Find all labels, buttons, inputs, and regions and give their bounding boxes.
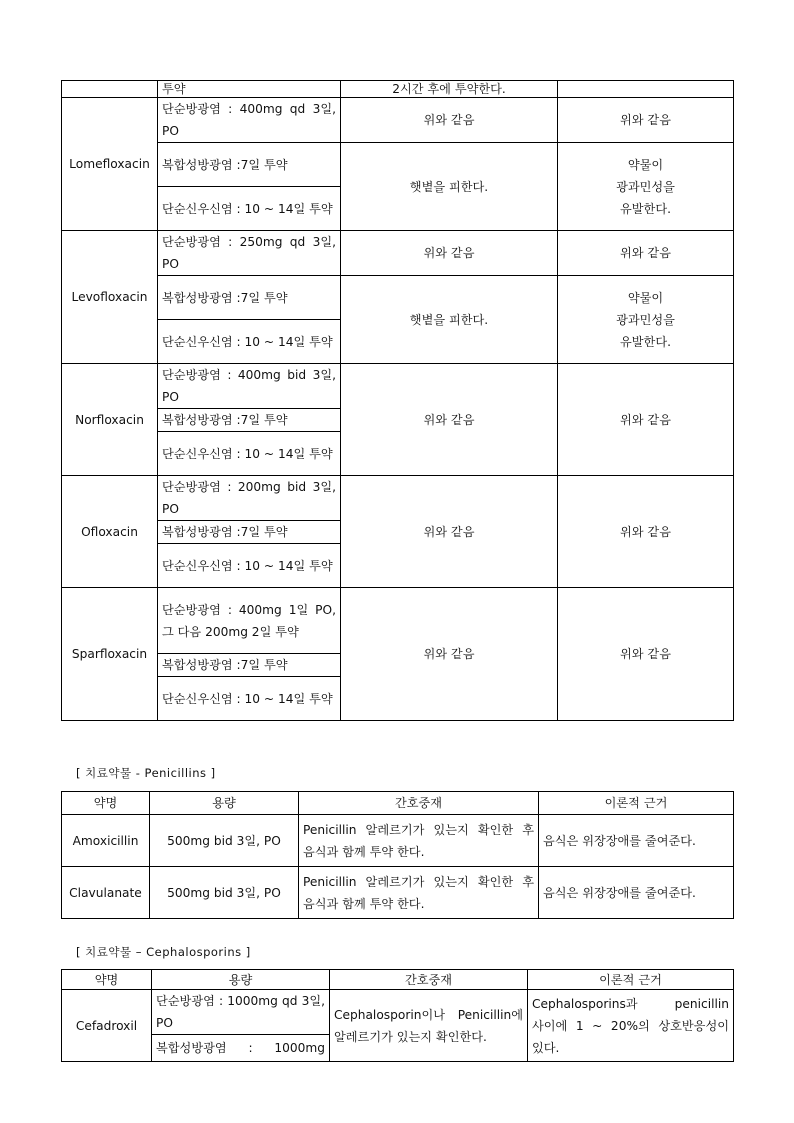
drug-name-cell bbox=[62, 81, 158, 98]
table-row bbox=[62, 867, 734, 919]
dose-cell: 단순신우신염 : 10 ~ 14일 투약 bbox=[158, 432, 341, 476]
section-caption-cephalosporins: [ 치료약물 – Cephalosporins ] bbox=[76, 945, 251, 959]
dose-cell: 500mg bid 3일, PO bbox=[150, 815, 299, 867]
rationale-cell: 위와 같음 bbox=[558, 98, 734, 143]
rationale-cell: 약물이 광과민성을 유발한다. bbox=[558, 276, 734, 364]
drug-name-cell: Ofloxacin bbox=[62, 476, 158, 588]
table-row bbox=[62, 98, 734, 143]
table-header-row bbox=[62, 792, 734, 815]
table-row bbox=[62, 143, 734, 187]
dose-cell: 복합성방광염 :7일 투약 bbox=[158, 143, 341, 187]
rationale-cell: 위와 같음 bbox=[558, 476, 734, 588]
column-header: 약명 bbox=[62, 792, 150, 815]
penicillins-table bbox=[61, 791, 734, 919]
nursing-cell: 위와 같음 bbox=[341, 588, 558, 721]
section-caption-penicillins: [ 치료약물 - Penicillins ] bbox=[76, 766, 216, 780]
dose-cell: 투약 bbox=[158, 81, 341, 98]
column-header: 용량 bbox=[150, 792, 299, 815]
column-header: 용량 bbox=[152, 970, 330, 990]
drug-name-cell: Lomefloxacin bbox=[62, 98, 158, 231]
nursing-cell: 위와 같음 bbox=[341, 364, 558, 476]
nursing-cell: Penicillin 알레르기가 있는지 확인한 후 음식과 함께 투약 한다. bbox=[299, 867, 539, 919]
rationale-cell: 음식은 위장장애를 줄여준다. bbox=[539, 815, 734, 867]
rationale-cell: 약물이 광과민성을 유발한다. bbox=[558, 143, 734, 231]
dose-cell: 단순신우신염 : 10 ~ 14일 투약 bbox=[158, 187, 341, 231]
dose-cell: 단순방광염 : 250mg qd 3일, PO bbox=[158, 231, 341, 276]
drug-name-cell: Levofloxacin bbox=[62, 231, 158, 364]
table-row bbox=[62, 364, 734, 409]
nursing-cell: 위와 같음 bbox=[341, 231, 558, 276]
dose-cell: 단순방광염 : 1000mg qd 3일, PO bbox=[152, 990, 330, 1035]
dose-cell: 단순신우신염 : 10 ~ 14일 투약 bbox=[158, 544, 341, 588]
nursing-cell: Penicillin 알레르기가 있는지 확인한 후 음식과 함께 투약 한다. bbox=[299, 815, 539, 867]
dose-cell: 단순방광염 : 400mg qd 3일, PO bbox=[158, 98, 341, 143]
table-row bbox=[62, 231, 734, 276]
table-row bbox=[62, 476, 734, 521]
table-row bbox=[62, 81, 734, 98]
column-header: 간호중재 bbox=[299, 792, 539, 815]
rationale-cell: 위와 같음 bbox=[558, 231, 734, 276]
rationale-cell: 위와 같음 bbox=[558, 364, 734, 476]
drug-name-cell: Norfloxacin bbox=[62, 364, 158, 476]
nursing-cell: 햇볕을 피한다. bbox=[341, 276, 558, 364]
column-header: 이론적 근거 bbox=[539, 792, 734, 815]
nursing-cell: Cephalosporin이나 Penicillin에 알레르기가 있는지 확인한다. bbox=[330, 990, 528, 1062]
rationale-cell: Cephalosporins과 penicillin 사이에 1 ~ 20%의 상호반응성이 있다. bbox=[528, 990, 734, 1062]
drug-name-cell: Clavulanate bbox=[62, 867, 150, 919]
dose-cell: 복합성방광염 :7일 투약 bbox=[158, 654, 341, 677]
table-row bbox=[62, 815, 734, 867]
column-header: 약명 bbox=[62, 970, 152, 990]
dose-cell: 복합성방광염 : 1000mg bbox=[152, 1035, 330, 1062]
drug-name-cell: Cefadroxil bbox=[62, 990, 152, 1062]
nursing-cell: 위와 같음 bbox=[341, 476, 558, 588]
dose-cell: 복합성방광염 :7일 투약 bbox=[158, 276, 341, 320]
dose-cell: 복합성방광염 :7일 투약 bbox=[158, 521, 341, 544]
dose-cell: 단순신우신염 : 10 ~ 14일 투약 bbox=[158, 320, 341, 364]
nursing-cell: 햇볕을 피한다. bbox=[341, 143, 558, 231]
rationale-cell: 위와 같음 bbox=[558, 588, 734, 721]
rationale-cell: 음식은 위장장애를 줄여준다. bbox=[539, 867, 734, 919]
quinolone-table bbox=[61, 80, 734, 721]
nursing-cell: 위와 같음 bbox=[341, 98, 558, 143]
dose-cell: 단순방광염 : 400mg bid 3일, PO bbox=[158, 364, 341, 409]
nursing-cell: 2시간 후에 투약한다. bbox=[341, 81, 558, 98]
dose-cell: 복합성방광염 :7일 투약 bbox=[158, 409, 341, 432]
dose-cell: 단순방광염 : 200mg bid 3일, PO bbox=[158, 476, 341, 521]
table-header-row bbox=[62, 970, 734, 990]
table-row bbox=[62, 990, 734, 1035]
table-row bbox=[62, 588, 734, 654]
column-header: 이론적 근거 bbox=[528, 970, 734, 990]
drug-name-cell: Amoxicillin bbox=[62, 815, 150, 867]
dose-cell: 500mg bid 3일, PO bbox=[150, 867, 299, 919]
column-header: 간호중재 bbox=[330, 970, 528, 990]
rationale-cell bbox=[558, 81, 734, 98]
dose-cell: 단순신우신염 : 10 ~ 14일 투약 bbox=[158, 677, 341, 721]
dose-cell: 단순방광염 : 400mg 1일 PO, 그 다음 200mg 2일 투약 bbox=[158, 588, 341, 654]
drug-name-cell: Sparfloxacin bbox=[62, 588, 158, 721]
table-row bbox=[62, 276, 734, 320]
cephalosporins-table bbox=[61, 969, 734, 1062]
